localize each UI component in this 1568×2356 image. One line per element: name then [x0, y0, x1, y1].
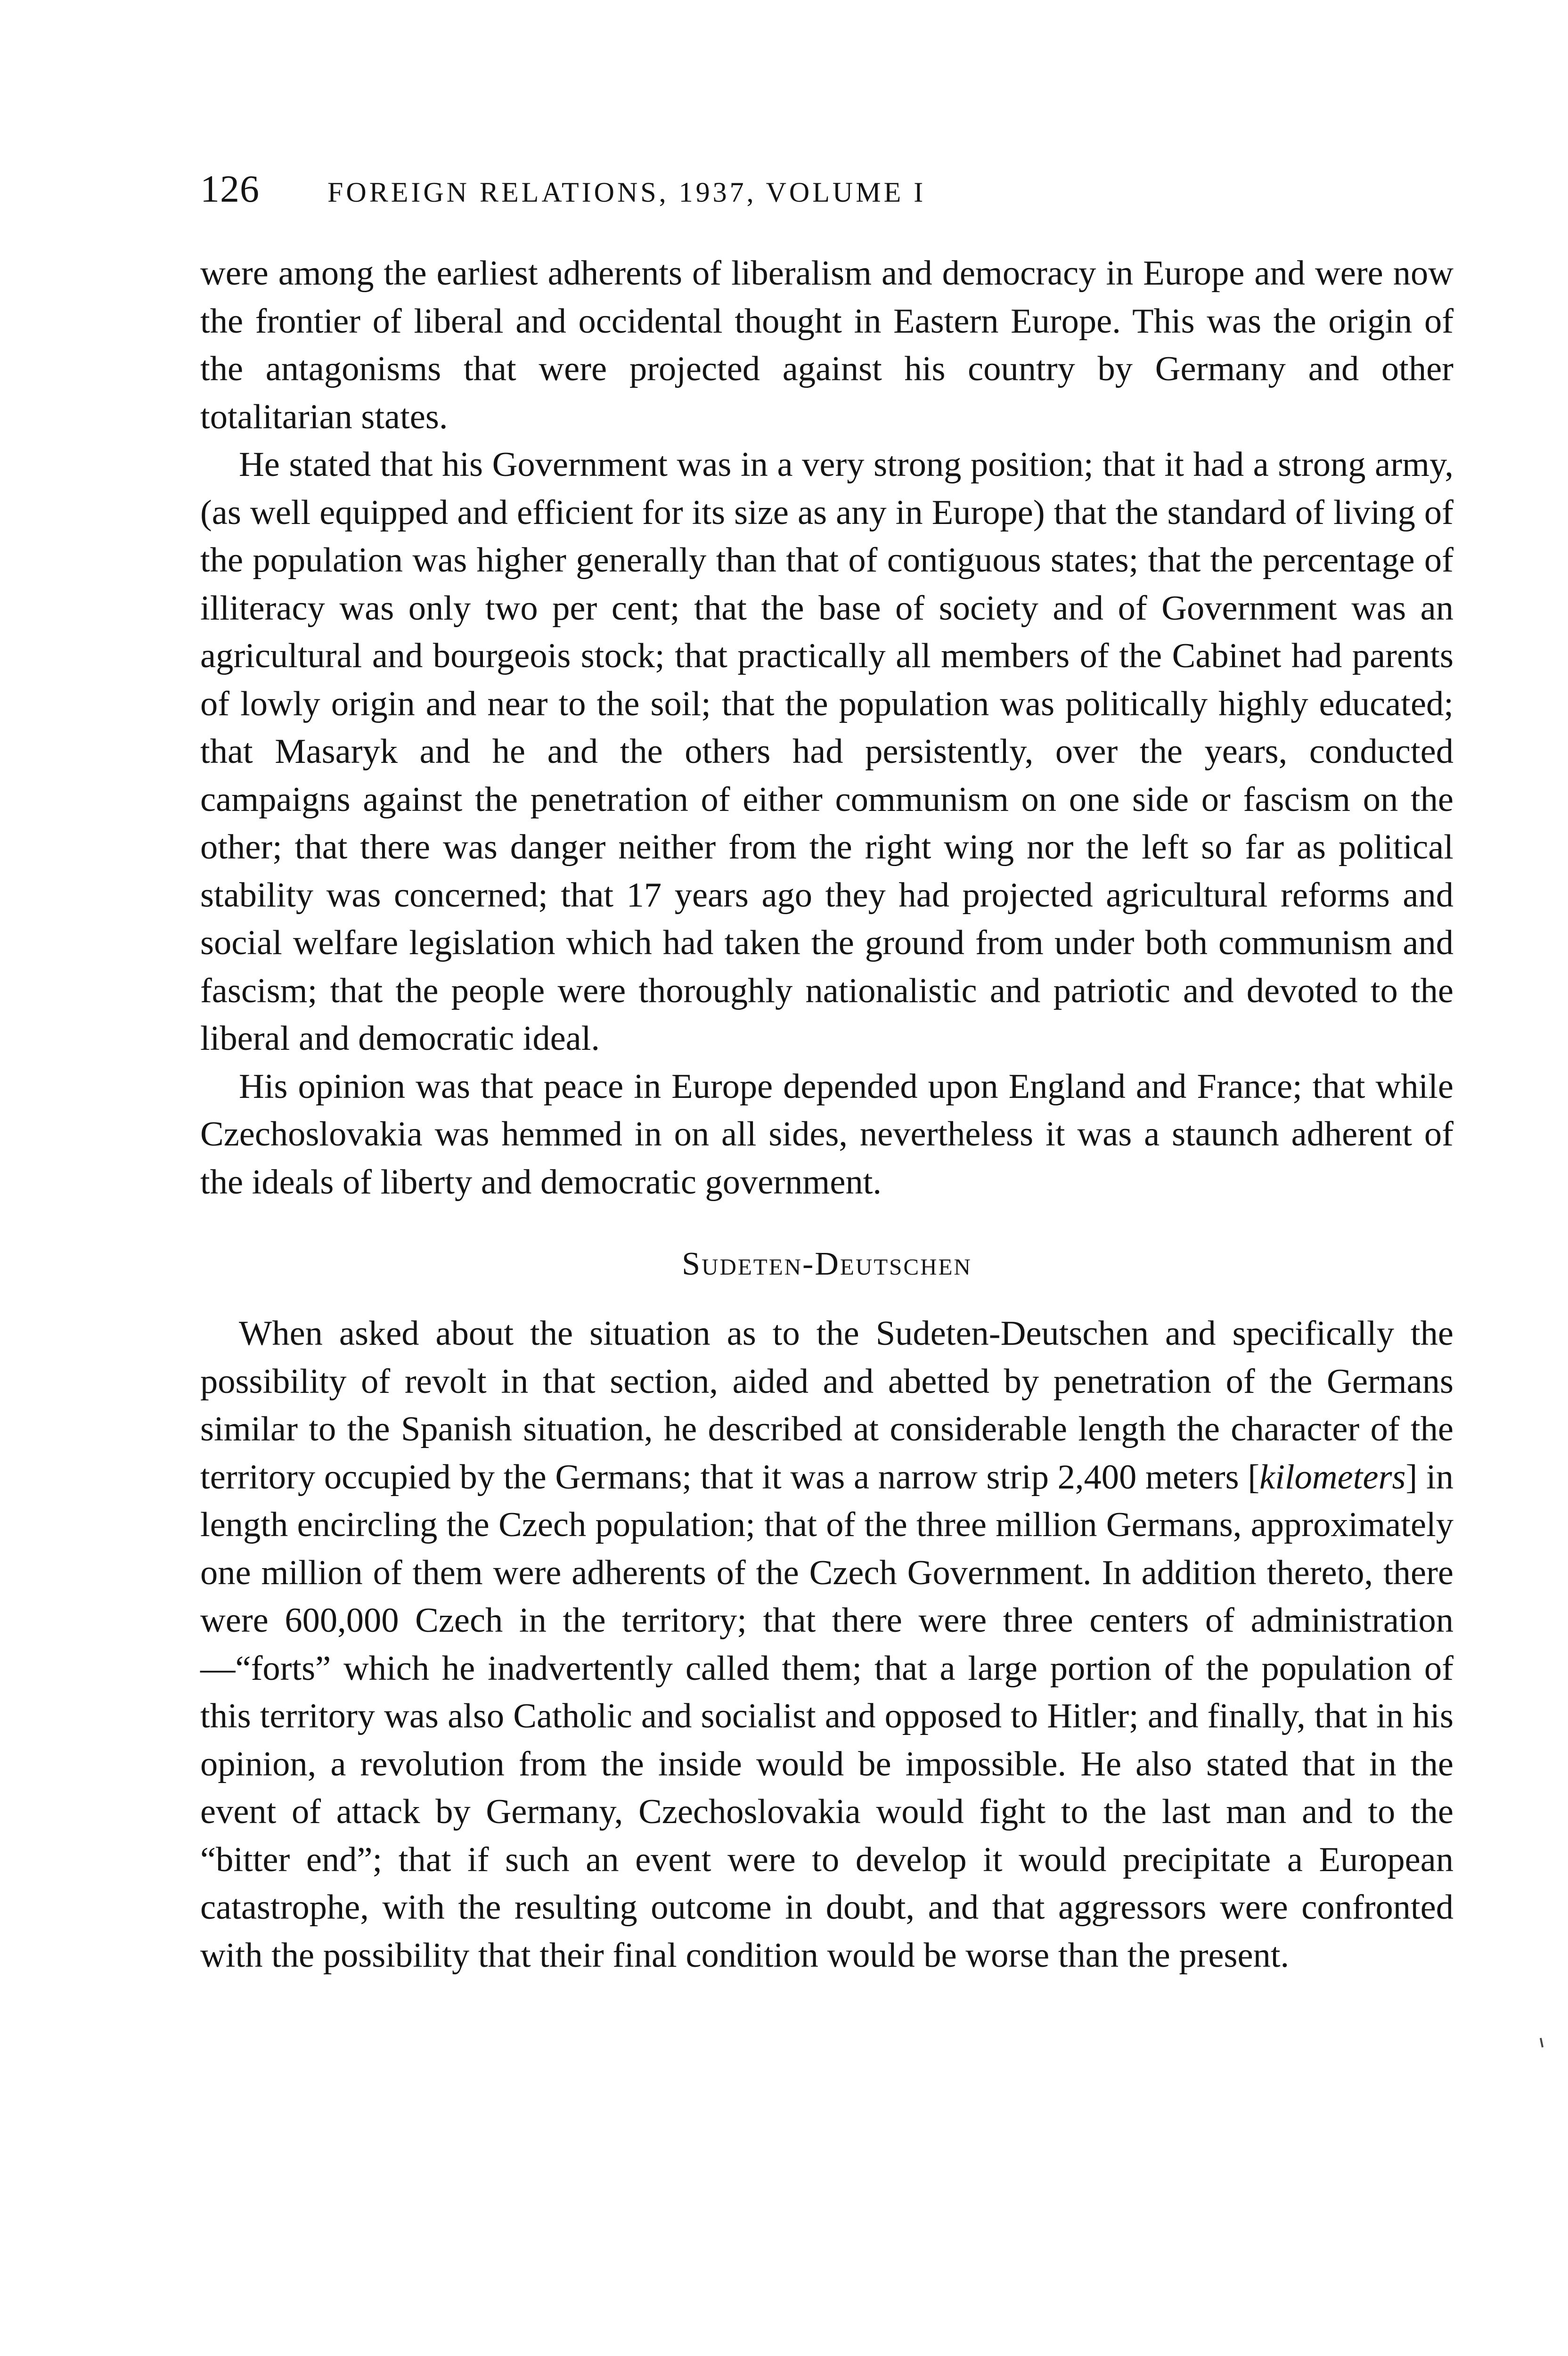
document-page [200, 167, 1454, 2356]
paragraph-sudeten-text-end: ] in length encircling the Czech population; that of the three million Germans, approximately one million of them were adherents of the Czech Government. In addition thereto, there were 600,000 Czech in the territory; that there were three centers of administration—“forts” which he inadvertently called them; that a large portion of the population of this territory was also Catholic and socialist and opposed to Hitler; and finally, that in his opinion, a revolution from the inside would be impossible. He also stated that in the event of attack by Germany, Czechoslovakia would fight to the last man and to the “bitter end”; that if such an event were to develop it would precipitate a European catastrophe, with the resulting outcome in doubt, and that aggressors were confronted with the possibility that their final condition would be worse than the present. [200, 1457, 1454, 1975]
italic-correction: kilometers [1259, 1457, 1406, 1497]
stray-ink-mark [1540, 2038, 1544, 2047]
page-header [200, 167, 1454, 221]
page-number: 126 [200, 167, 260, 210]
paragraph-government-position: He stated that his Government was in a very strong position; that it had a strong army, (as well equipped and efficient for its size as any in Europe) that the standard of living of the population was higher generally than that of contiguous states; that the percentage of illiteracy was only two per cent; that the base of society and of Government was an agricultural and bourgeois stock; that practically all members of the Cabinet had parents of lowly origin and near to the soil; that the population was politically highly educated; that Masaryk and he and the others had persistently, over the years, conducted campaigns against the penetration of either communism on one side or fascism on the other; that there was danger neither from the right wing nor the left so far as political stability was concerned; that 17 years ago they had projected agricultural reforms and social welfare legislation which had taken the ground from under both communism and fascism; that the people were thoroughly nationalistic and patriotic and devoted to the liberal and democratic ideal. [200, 445, 1454, 1058]
paragraph-sudeten-text-start: When asked about the situation as to the Sudeten-Deutschen and specifically the possibility of revolt in that section, aided and abetted by penetration of the Germans similar to the Spanish situation, he described at considerable length the character of the territory occupied by the Germans; that it was a narrow strip 2,400 meters [ [200, 1314, 1454, 1497]
paragraph-sudeten [200, 1310, 1454, 1980]
paragraph-peace-opinion: His opinion was that peace in Europe depended upon England and France; that while Czechoslovakia was hemmed in on all sides, nevertheless it was a staunch adherent of the ideals of liberty and democratic government. [200, 1067, 1454, 1202]
section-heading: Sudeten-Deutschen [682, 1246, 972, 1282]
running-head: FOREIGN RELATIONS, 1937, VOLUME I [327, 177, 926, 208]
paragraph-continuation: were among the earliest adherents of liberalism and democracy in Europe and were now the frontier of liberal and occidental thought in Eastern Europe. This was the origin of the antagonisms that were projected against his country by Germany and other totalitarian states. [200, 254, 1454, 436]
